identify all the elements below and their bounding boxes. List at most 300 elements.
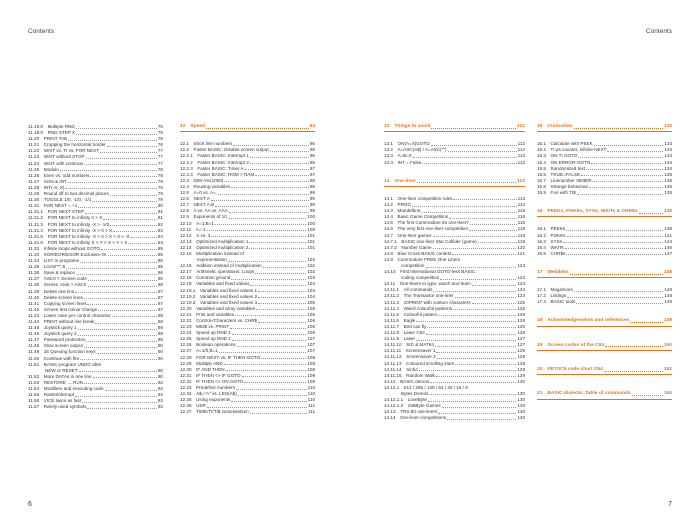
entry-number: 11.19.9 — [28, 130, 48, 136]
entry-page: 112 — [517, 153, 525, 159]
entry-number: 16.4 — [537, 244, 551, 250]
dot-leader — [235, 312, 306, 317]
entry-number: 12.19.1 — [180, 287, 200, 293]
entry-page: 114 — [517, 202, 525, 208]
entry-title: Variables and array variables — [196, 305, 256, 311]
dot-leader — [131, 234, 157, 239]
dot-leader — [412, 202, 517, 207]
entry-title: BASIC-program UNDO after — [43, 361, 102, 367]
dot-leader — [93, 374, 157, 379]
toc-entry[interactable] — [384, 415, 525, 421]
entry-title: Joystick query 2 — [43, 331, 77, 337]
toc-column-1 — [28, 124, 163, 410]
dot-leader — [427, 324, 516, 329]
entry-number: 14.7 — [384, 232, 398, 238]
entry-page: 89 — [157, 337, 163, 343]
entry-page: 109 — [307, 372, 315, 378]
entry-number: 12.30 — [180, 366, 197, 372]
entry-page: 90 — [157, 373, 163, 379]
entry-number: 12.19.2 — [180, 293, 200, 299]
entry-page: 97 — [309, 165, 315, 171]
entry-page: 100 — [307, 226, 315, 232]
chapter-heading[interactable] — [537, 367, 672, 373]
entry-title: LIST in programs — [43, 258, 79, 264]
entry-page: 107 — [307, 342, 315, 348]
entry-title: Boolean operations — [196, 342, 236, 348]
entry-number: 12.8 — [180, 208, 194, 214]
entry-title: IF THEN <> ON GOTO — [196, 378, 244, 384]
entry-title: The very first one-liner competition — [397, 226, 469, 232]
entry-number: 11.39 — [28, 288, 44, 294]
entry-number: 14.14 — [384, 415, 401, 421]
entry-page: 130 — [517, 403, 525, 409]
dot-leader — [630, 318, 662, 323]
entry-number: 14.3 — [384, 208, 398, 214]
entry-title: Short line numbers — [193, 141, 233, 147]
entry-title: Modifiers and executing code — [43, 386, 104, 392]
dot-leader — [607, 147, 663, 152]
entry-number: 11.22 — [28, 148, 44, 154]
entry-title-continued: exponentiation — [197, 257, 227, 263]
entry-title: Multiple AND — [196, 360, 223, 366]
entry-page: 121 — [517, 250, 525, 256]
chapter-heading[interactable] — [180, 124, 315, 130]
entry-page: 130 — [517, 409, 525, 415]
entry-page: 126 — [517, 311, 525, 317]
entry-page: 99 — [309, 196, 315, 202]
entry-number: 14.11.4 — [384, 305, 404, 311]
entry-page: 109 — [307, 378, 315, 384]
entry-page: 101 — [307, 244, 315, 250]
entry-title: IF THEN <> IF GOTO — [196, 372, 241, 378]
entry-number: 12.2.4 — [180, 171, 198, 177]
entry-title: SYSs — [550, 238, 563, 244]
entry-page: 112 — [517, 147, 525, 153]
entry-number: 12.3 — [180, 177, 194, 183]
entry-number: 12.5 — [180, 190, 194, 196]
entry-number: 14.11.8 — [384, 330, 404, 336]
entry-title: Faster BASIC: Timer A — [197, 165, 244, 171]
dot-leader — [576, 299, 663, 304]
dot-leader — [101, 246, 157, 251]
entry-number: 11.38 — [28, 282, 44, 288]
entry-number: 15.9 — [537, 190, 551, 196]
entry-page: 81 — [157, 209, 163, 215]
entry-title: Screensaver 1 — [405, 348, 436, 354]
dot-leader — [442, 403, 517, 408]
entry-title: FOR NEXT to infinity -X > -1/0 — [47, 221, 110, 227]
entry-title: Multiple RND — [47, 124, 75, 129]
entry-number: 12.10 — [180, 220, 197, 226]
entry-number: 11.36 — [28, 270, 44, 276]
dot-leader — [100, 148, 157, 153]
entry-title: PRINT without line break — [43, 319, 95, 324]
chapter-rule — [537, 350, 672, 351]
entry-page: 129 — [517, 372, 525, 378]
chapter-number: 21 — [537, 391, 548, 397]
dot-leader — [574, 287, 664, 292]
dot-leader — [439, 312, 517, 317]
dot-leader — [428, 397, 516, 402]
entry-title: Password protection — [43, 337, 86, 343]
dot-leader — [238, 391, 307, 396]
entry-title: Eagle — [403, 317, 416, 323]
entry-number: 12.27 — [180, 348, 197, 354]
entry-page: 101 — [307, 232, 315, 238]
entry-title: WAIT with continue — [43, 160, 84, 166]
entry-number: 11.46 — [28, 331, 44, 337]
entry-title: Screensaver 2 — [406, 354, 436, 360]
entry-page: 124 — [517, 293, 525, 299]
entry-title: BASIC tools — [550, 299, 576, 305]
entry-page: 101 — [307, 238, 315, 244]
entry-number: 15.3 — [537, 153, 551, 159]
entry-title: Rarely used symbols — [43, 404, 87, 410]
entry-page: 135 — [664, 177, 672, 183]
dot-leader — [108, 252, 157, 257]
entry-page: 77 — [157, 154, 163, 160]
entry-title: Exponents of 10 — [193, 214, 227, 220]
entry-page: 100 — [307, 214, 315, 220]
entry-number: 14.12.1.1 — [384, 397, 408, 403]
entry-title: LoveByte — [407, 397, 427, 403]
entry-number: 12.14 — [180, 244, 197, 250]
chapter-rule — [537, 326, 672, 327]
dot-leader — [431, 124, 516, 129]
entry-page: 133 — [664, 141, 672, 147]
entry-page: 99 — [309, 208, 315, 214]
entry-title: Blue Cross BASIC contest — [397, 250, 452, 256]
dot-leader — [211, 196, 309, 201]
entry-title: NEXT A,B — [193, 202, 215, 208]
entry-number: 11.31 — [28, 203, 44, 209]
chapter-heading[interactable] — [537, 318, 672, 324]
entry-title: TIME/TI/TI$ zurücksetzen — [196, 409, 249, 415]
entry-number: 14.11.2 — [384, 293, 404, 299]
dot-leader — [237, 342, 307, 347]
entry-title: Slow screen output — [43, 343, 83, 349]
entry-number: 16.2 — [537, 232, 551, 238]
entry-number: 11.20 — [28, 136, 44, 142]
entry-title: Faster BASIC: Interrupt 1 — [197, 153, 249, 159]
dot-leader — [455, 293, 517, 298]
entry-title: Multiplication instead of — [196, 250, 244, 256]
entry-number: 12.16 — [180, 263, 197, 269]
entry-page: 134 — [664, 153, 672, 159]
dot-leader — [84, 380, 157, 385]
entry-title: Sinful — [406, 366, 418, 372]
entry-number: 14.8 — [384, 250, 398, 256]
entry-title: First International GOTO-less BASIC — [400, 269, 476, 275]
chapter-page: 152 — [663, 367, 672, 373]
dot-leader — [206, 124, 309, 129]
entry-number: 11.23 — [28, 154, 44, 160]
entry-number: 11.50 — [28, 355, 44, 361]
chapter-heading[interactable] — [384, 179, 525, 185]
entry-title: Control-/Characters vs. CHR$ — [196, 318, 258, 324]
dot-leader — [249, 245, 306, 250]
entry-page: 126 — [517, 330, 525, 336]
spacer — [537, 378, 672, 391]
toc-entry[interactable] — [180, 409, 315, 415]
entry-number: 11.52 — [28, 373, 44, 379]
entry-title: Reusing variables — [193, 183, 231, 189]
chapter-heading[interactable] — [537, 270, 672, 276]
entry-page: 96 — [309, 141, 315, 147]
entry-title: One-liners to type, watch and learn — [399, 281, 471, 287]
dot-leader — [66, 264, 157, 269]
dot-leader — [113, 228, 157, 233]
entry-page: 78 — [157, 166, 163, 172]
dot-leader — [78, 325, 157, 330]
entry-page: 135 — [664, 183, 672, 189]
entry-number: 12.37 — [180, 409, 197, 415]
entry-number: 11.19.8 — [28, 124, 48, 129]
entry-title: MID$ vs. PRINT — [196, 324, 230, 330]
entry-number: 15.7 — [537, 177, 551, 183]
dot-leader — [224, 361, 307, 366]
entry-number: 11.25 — [28, 166, 44, 172]
entry-page: 90 — [157, 355, 163, 361]
entry-title: XOR/EOR/EXOR Exclusive-Or — [43, 251, 107, 257]
entry-title-continued: coding competition — [401, 275, 440, 281]
entry-number: 11.31.3 — [28, 221, 48, 227]
entry-page: 124 — [517, 287, 525, 293]
dot-leader — [429, 391, 516, 396]
entry-page: 125 — [517, 305, 525, 311]
chapter-number: 20 — [537, 367, 548, 373]
entry-title: Delete screen lines — [43, 294, 83, 300]
entry-title: PRINT TAB — [43, 136, 68, 142]
entry-number: 11.54 — [28, 386, 44, 392]
entry-title: Print and variables — [196, 311, 235, 317]
entry-page: 76 — [157, 136, 163, 142]
entry-page: 107 — [307, 348, 315, 354]
spacer — [537, 330, 672, 343]
entry-title: DIM A%(1000) — [193, 177, 224, 183]
entry-title: Laser C64 — [403, 330, 425, 336]
entry-number: 14.11.5 — [384, 311, 404, 317]
chapter-heading[interactable] — [537, 343, 672, 349]
toc-column-3 — [384, 124, 525, 421]
chapter-heading[interactable] — [537, 391, 672, 397]
entry-page: 96 — [309, 159, 315, 165]
chapter-title: PEEKs, POKEs, SYSs, WAITs & CHR$s — [547, 209, 638, 215]
dot-leader — [591, 160, 663, 165]
dot-leader — [592, 178, 663, 183]
entry-page: 83 — [157, 227, 163, 233]
entry-number: 14.11 — [384, 281, 400, 287]
dot-leader — [84, 295, 157, 300]
entry-page: 112 — [517, 141, 525, 147]
entry-page: 126 — [517, 323, 525, 329]
dot-leader — [261, 355, 306, 360]
chapter-number: 12 — [180, 124, 191, 129]
entry-title: IF AND THEN — [196, 366, 225, 372]
entry-title: PEEKs — [550, 226, 566, 232]
entry-title: Rasterinterrupt — [43, 392, 75, 398]
dot-leader — [211, 233, 306, 238]
dot-leader — [68, 136, 157, 141]
entry-number: 11.31.2 — [28, 215, 48, 221]
entry-number: 12.23 — [180, 324, 197, 330]
entry-page: 147 — [664, 250, 672, 256]
dot-leader — [258, 318, 306, 323]
dot-leader — [231, 184, 309, 189]
dot-leader — [242, 373, 307, 378]
dot-leader — [413, 153, 517, 158]
entry-number: 12.31 — [180, 372, 197, 378]
entry-number: 12.33 — [180, 385, 197, 391]
entry-page: 76 — [157, 142, 163, 148]
entry-page: 113 — [517, 195, 525, 201]
toc-entry[interactable] — [28, 404, 163, 410]
entry-page: 84 — [157, 239, 163, 245]
entry-number: 12.1 — [180, 141, 194, 147]
entry-title: SGN & INT — [43, 178, 67, 184]
dot-leader — [68, 179, 157, 184]
chapter-number: 14 — [384, 178, 395, 184]
entry-title: Bird can fly — [403, 323, 427, 329]
chapter-heading[interactable] — [537, 124, 672, 130]
entry-page: 84 — [157, 233, 163, 239]
entry-title: A=1:B=1 — [196, 220, 214, 226]
entry-page: 85 — [157, 258, 163, 264]
chapter-rule — [537, 399, 672, 400]
entry-number: 17.1 — [537, 287, 551, 293]
entry-number: 11.27 — [28, 178, 44, 184]
entry-page: 85 — [157, 251, 163, 257]
dot-leader — [258, 294, 306, 299]
dot-leader — [431, 141, 517, 146]
entry-page: 135 — [664, 190, 672, 196]
chapter-number: 17 — [537, 269, 548, 275]
entry-page: 130 — [517, 390, 525, 396]
dot-leader — [250, 153, 309, 158]
dot-leader — [455, 361, 516, 366]
dot-leader — [249, 239, 306, 244]
entry-page: 134 — [664, 165, 672, 171]
dot-leader — [80, 258, 157, 263]
entry-number: 12.2.1 — [180, 153, 198, 159]
entry-title: TRUE=FALSE — [550, 171, 581, 177]
chapter-page: 113 — [517, 178, 525, 184]
entry-number: 11.51 — [28, 361, 44, 367]
entry-page: 138 — [664, 226, 672, 232]
dot-leader — [574, 124, 663, 129]
dot-leader — [256, 306, 306, 311]
entry-number: 14.11.6 — [384, 317, 404, 323]
dot-leader — [449, 214, 516, 219]
entry-page: 107 — [307, 336, 315, 342]
chapter-heading[interactable] — [384, 124, 525, 130]
entry-page: 77 — [157, 160, 163, 166]
dot-leader — [566, 251, 663, 256]
entry-page: 100 — [307, 220, 315, 226]
entry-title: Cropping the horizontal border — [43, 142, 106, 148]
entry-number: 11.57 — [28, 404, 44, 410]
dot-leader — [639, 209, 663, 214]
dot-leader — [438, 409, 516, 414]
entry-title: A$="A" vs. LEN(A$) — [196, 391, 237, 397]
entry-title: TI as counter, infinite NEXT — [550, 147, 607, 153]
entry-number: 15.6 — [537, 171, 551, 177]
entry-page: 87 — [157, 294, 163, 300]
dot-leader — [426, 263, 517, 268]
entry-number: 14.11.11 — [384, 348, 406, 354]
entry-number: 14.11.13 — [384, 360, 407, 366]
entry-page: 98 — [309, 183, 315, 189]
entry-title: CHR$s — [550, 250, 566, 256]
entry-title: Variables and fixed values — [196, 281, 250, 287]
entry-page: 108 — [307, 366, 315, 372]
dot-leader — [86, 337, 157, 342]
entry-page: 96 — [309, 153, 315, 159]
spacer — [384, 166, 525, 179]
dot-leader — [229, 208, 309, 213]
entry-number: 13.2 — [384, 147, 398, 153]
chapter-title: Speed — [190, 124, 206, 129]
entry-page: 103 — [307, 281, 315, 287]
dot-leader — [453, 306, 516, 311]
entry-number: 12.18 — [180, 275, 197, 281]
chapter-number: 13 — [384, 124, 395, 129]
entry-title: Optimized multiplication 1 — [196, 238, 249, 244]
entry-title: POKEs — [550, 232, 566, 238]
chapter-heading[interactable] — [537, 209, 672, 215]
dot-leader — [80, 356, 157, 361]
entry-title: Linenumber 350800 — [550, 177, 592, 183]
dot-leader — [88, 276, 157, 281]
dot-leader — [567, 293, 663, 298]
dot-leader — [472, 281, 516, 286]
entry-page: 128 — [517, 360, 525, 366]
entry-title: ASCII > Screen code — [43, 276, 87, 282]
entry-title: Joystick query 1 — [43, 325, 77, 331]
entry-title: Colourful pattern — [403, 311, 438, 317]
entry-title: Laser — [403, 336, 416, 342]
entry-number: 11.37 — [28, 276, 44, 282]
dot-leader — [92, 197, 156, 202]
entry-number: 12.32 — [180, 378, 197, 384]
entry-number: 11.53 — [28, 379, 44, 385]
entry-number: 12.34 — [180, 391, 197, 397]
entry-page: 106 — [307, 330, 315, 336]
chapter-number: 18 — [537, 318, 548, 324]
entry-page: 108 — [307, 360, 315, 366]
dot-leader — [85, 209, 157, 214]
entry-number: 11.31.4 — [28, 227, 48, 233]
entry-title: ON ERROR-GOTO — [550, 159, 591, 165]
entry-title-continued: competition — [401, 263, 425, 268]
entry-number: 11.47 — [28, 337, 44, 343]
chapter-page: 133 — [663, 124, 672, 129]
entry-title: SID & MAT64 — [406, 342, 434, 348]
chapter-page: 148 — [663, 269, 672, 275]
dot-leader — [233, 141, 309, 146]
dot-leader — [472, 300, 517, 305]
entry-page: 119 — [517, 226, 525, 232]
dot-leader — [436, 373, 517, 378]
chapter-page: 112 — [517, 124, 525, 129]
page-number-right: 7 — [668, 501, 672, 508]
entry-title: Listings — [550, 293, 567, 299]
entry-title: Infinite loops without GOTO — [43, 245, 101, 251]
entry-page: 128 — [517, 348, 525, 354]
dot-leader — [224, 178, 308, 183]
entry-page: 79 — [157, 197, 163, 203]
dot-leader — [219, 348, 307, 353]
